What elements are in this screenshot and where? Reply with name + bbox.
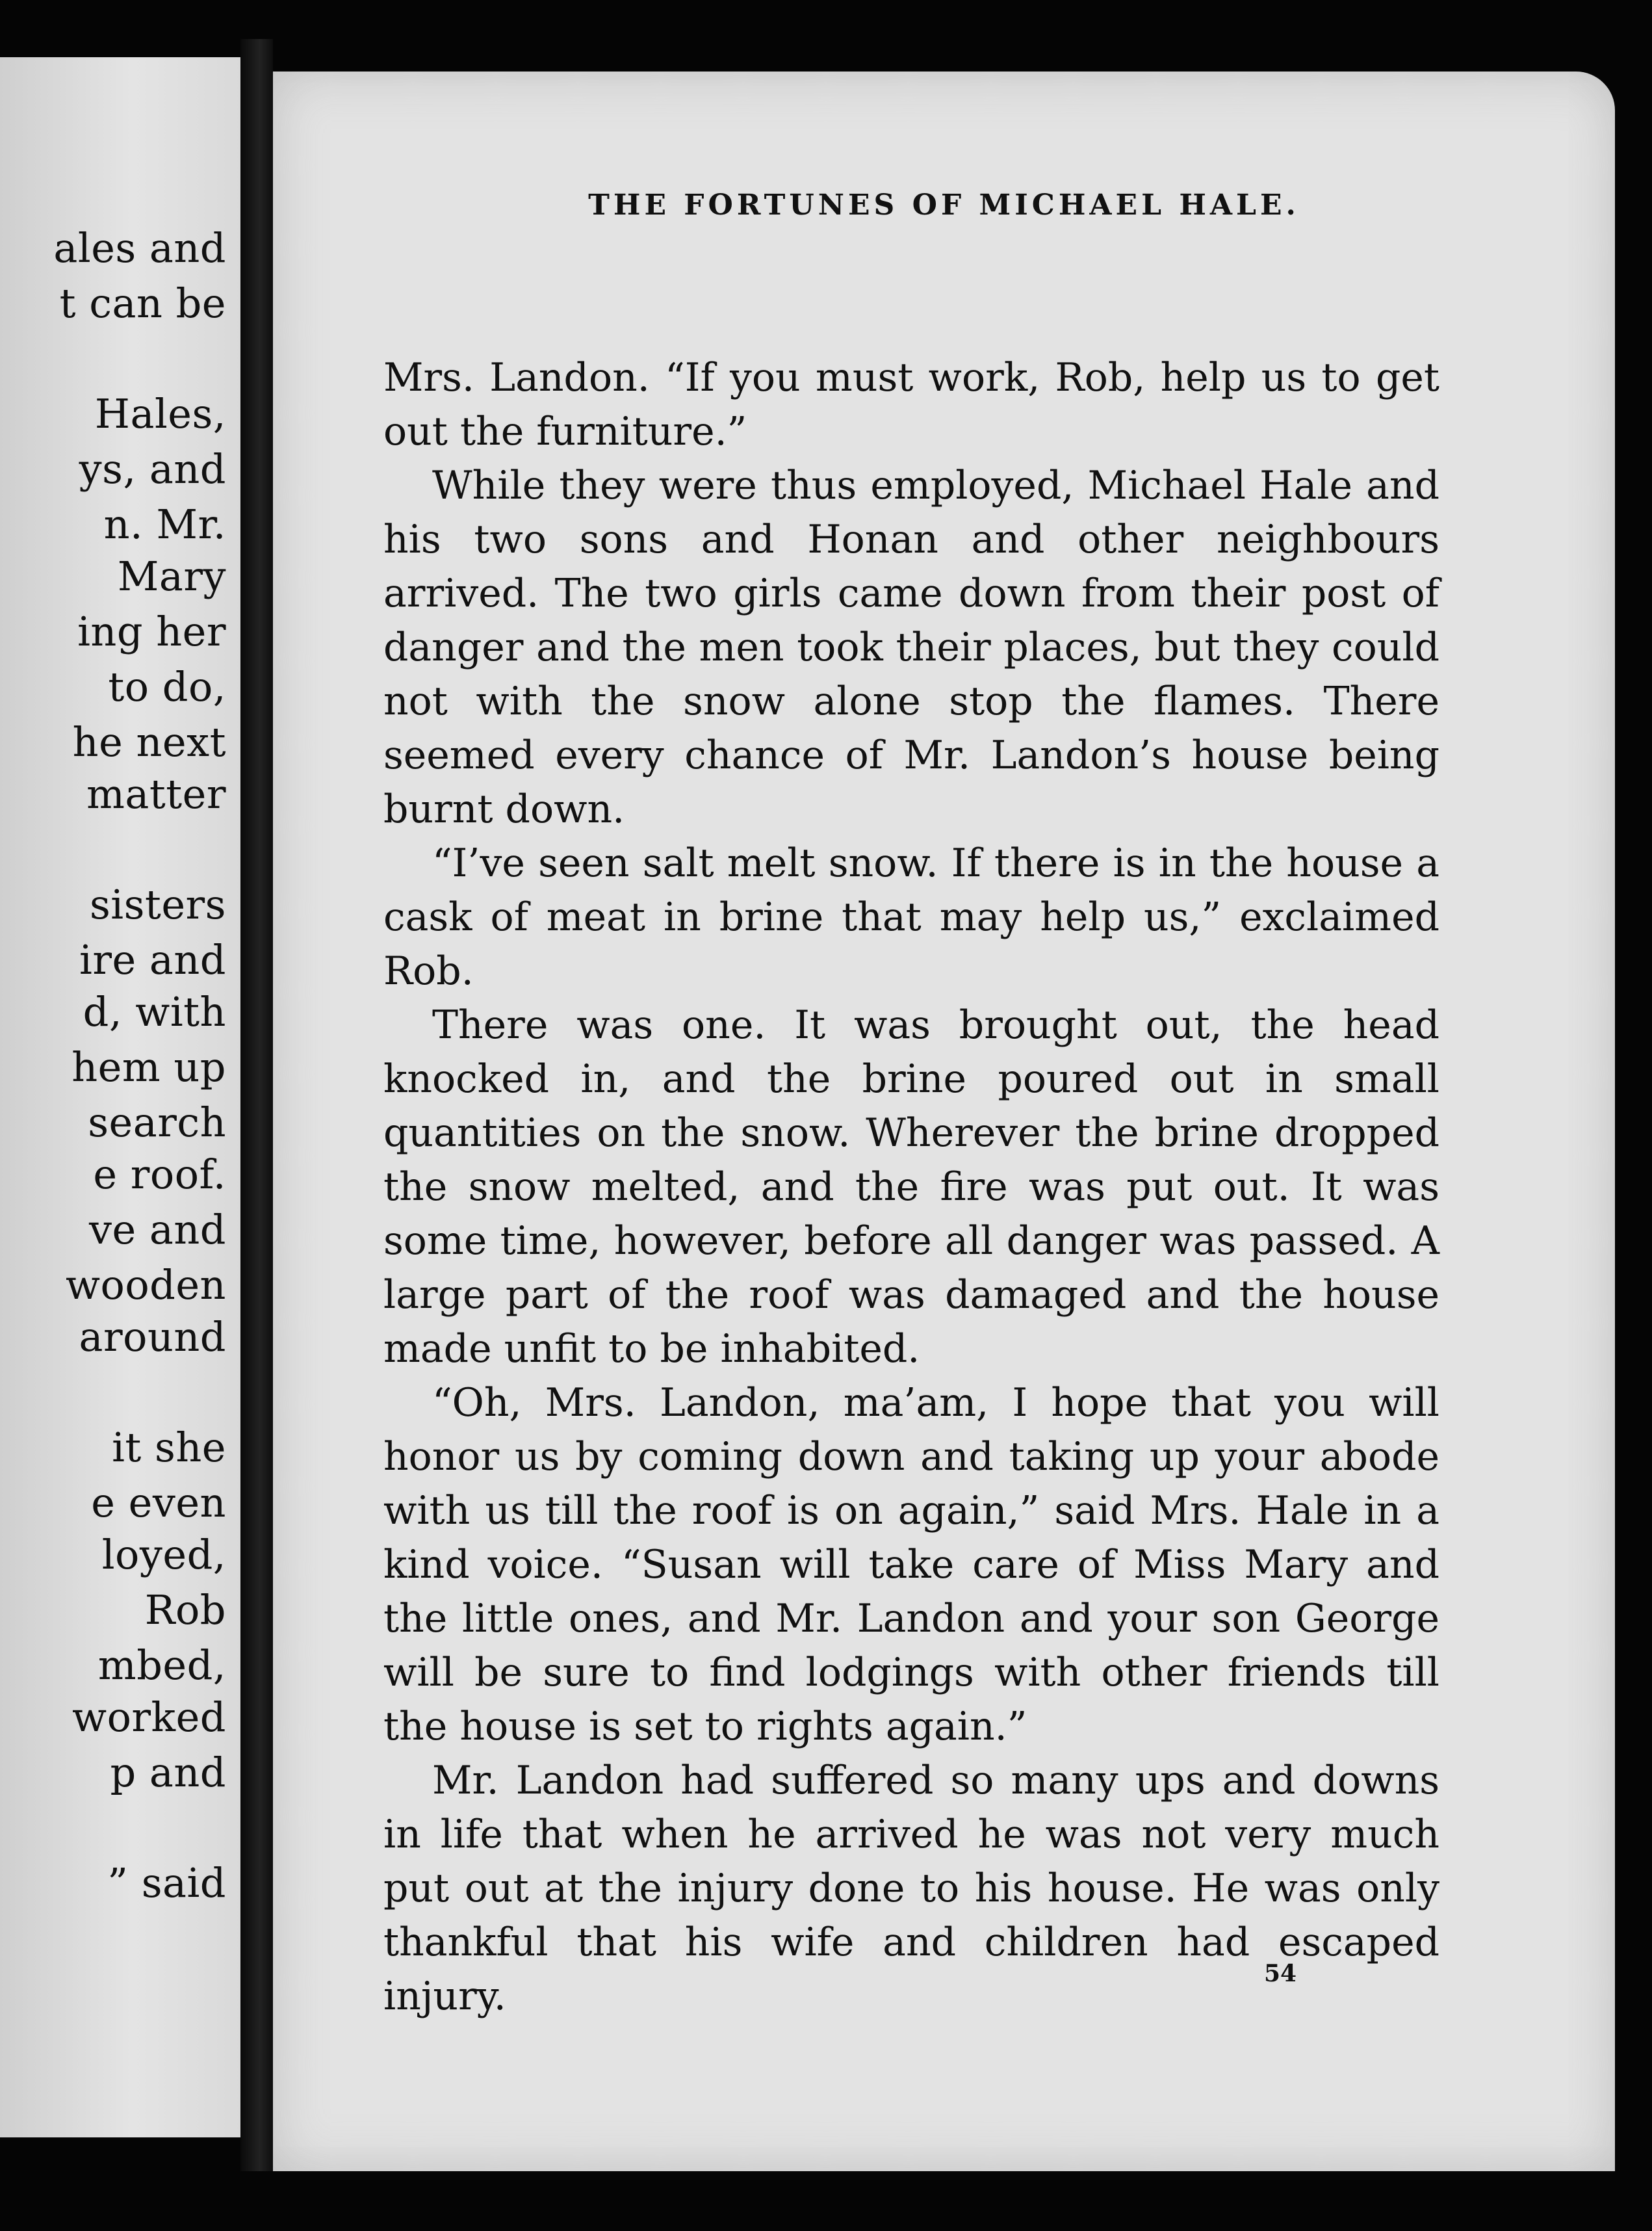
paragraph: Mrs. Landon. “If you must work, Rob, help us to get out the furniture.” [383, 355, 1439, 454]
left-page-line: ales and [53, 224, 226, 272]
left-page-line: ve and [88, 1206, 226, 1253]
right-page [273, 72, 1615, 2171]
left-page-line: mbed, [97, 1641, 226, 1689]
running-head: THE FORTUNES OF MICHAEL HALE. [588, 189, 1300, 222]
left-page-line: loyed, [101, 1531, 226, 1578]
left-page-line: p and [110, 1749, 226, 1796]
left-page-line: matter [86, 770, 226, 818]
left-page-line: it she [112, 1424, 226, 1471]
paragraph: “Oh, Mrs. Landon, ma’am, I hope that you will honor us by coming down and taking up your abode with us till the roof is on again,” said Mrs. Hale in a kind voice. “Susan will take care of Miss Mary and the little ones, and Mr. Landon and your son George will be sure to find lodgings with other friends till the house is set to rights again.” [383, 1380, 1439, 1749]
paragraph: There was one. It was brought out, the head knocked in, and the brine poured out in small quantities on the snow. Wherever the brine dropped the snow melted, and the fire was put out. It was some time, however, before all danger was passed. A large part of the roof was damaged and the house made unfit to be inhabited. [383, 1002, 1439, 1372]
left-page-line: hem up [71, 1043, 226, 1091]
left-page-line: ire and [79, 936, 226, 984]
left-page-line: t can be [59, 280, 226, 327]
left-page-line: ” said [107, 1859, 226, 1907]
left-page-line: to do, [108, 663, 226, 711]
left-page-line: ys, and [79, 445, 226, 493]
left-page-line: ing her [77, 608, 226, 655]
left-page-line: Rob [144, 1586, 226, 1634]
left-page-line: worked [72, 1693, 226, 1741]
left-page-line: wooden [65, 1261, 226, 1309]
paragraph: Mr. Landon had suffered so many ups and downs in life that when he arrived he was not very much put out at the injury done to his house. He was only thankful that his wife and children had escaped injury. [383, 1758, 1439, 2019]
left-page-line: he next [72, 718, 226, 766]
paragraph: “I’ve seen salt melt snow. If there is in the house a cask of meat in brine that may help us,” exclaimed Rob. [383, 841, 1439, 994]
body-text [383, 351, 1439, 2024]
left-page-line: d, with [83, 988, 226, 1036]
left-page-line: search [88, 1099, 226, 1146]
left-page-line: around [79, 1313, 226, 1361]
left-page-line: sisters [89, 881, 226, 928]
paragraph: While they were thus employed, Michael Hale and his two sons and Honan and other neighbours arrived. The two girls came down from their post of danger and the men took their places, but they could not with the snow alone stop the flames. There seemed every chance of Mr. Landon’s house being burnt down. [383, 463, 1439, 832]
left-page-line: e even [91, 1479, 226, 1526]
left-page-line: Mary [117, 553, 226, 600]
left-page-line: n. Mr. [103, 501, 226, 548]
book-spine [240, 39, 273, 2171]
left-page [0, 57, 240, 2137]
page-number: 54 [1264, 1960, 1297, 1987]
left-page-line: Hales, [94, 390, 226, 437]
left-page-line: e roof. [93, 1151, 226, 1198]
